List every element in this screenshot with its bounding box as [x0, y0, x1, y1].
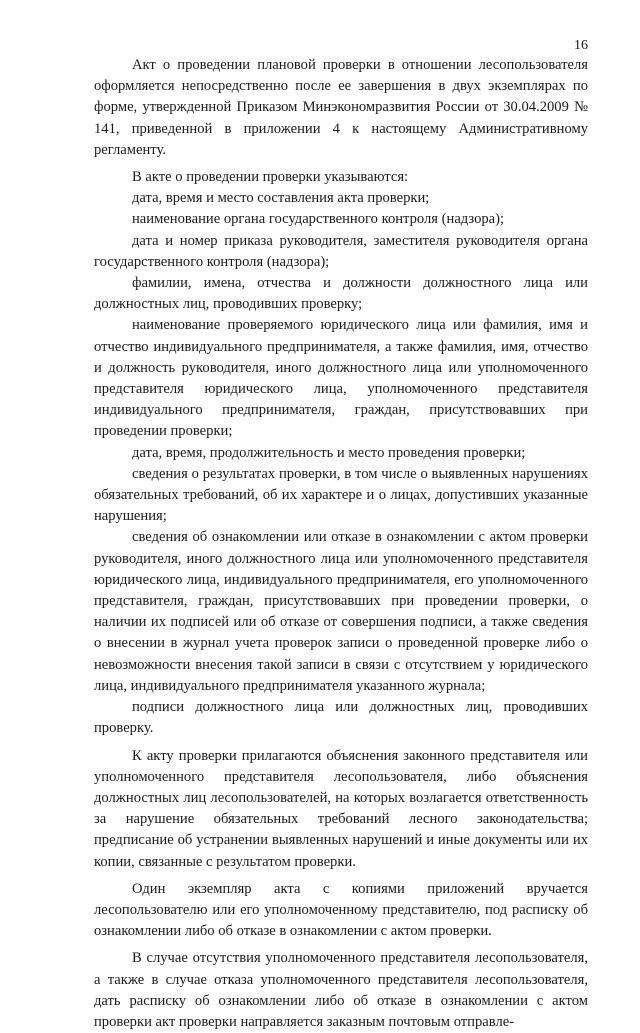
document-body: [94, 55, 588, 1033]
list-item-acquaintance: сведения об ознакомлении или отказе в ознакомлении с актом проверки руководителя, иного должностного лица или уполномоченного представителя юридического лица, индивидуального предпринимателя, его уполномоченного представителя, граждан, присутствовавших при проведении проверки, о наличии их подписей или об отказе от совершения подписи, а также сведения о внесении в журнал учета проверок записи о проведенной проверке либо о невозможности внесения такой записи в связи с отсутствием у юридического лица, индивидуального предпринимателя указанного журнала;: [94, 529, 588, 694]
paragraph-act-contents-intro: В акте о проведении проверки указываются:: [132, 169, 409, 186]
paragraph-act-form: Акт о проведении плановой проверки в отношении лесопользователя оформляется непосредственно после ее завершения в двух экземплярах по форме, утвержденной Приказом Минэкономразвития России от 30.04.2009 № 141, приведенной в приложении 4 к настоящему Административному регламенту.: [94, 57, 588, 158]
list-item-inspected-entity: наименование проверяемого юридического лица или фамилия, имя и отчество индивидуального предпринимателя, а также фамилия, имя, отчество и должность руководителя, иного должностного лица или уполномоченного представителя юридического лица, уполномоченного представителя индивидуального предпринимателя, граждан, присутствовавших при проведении проверки;: [94, 317, 588, 440]
list-item-inspection-time: дата, время, продолжительность и место проведения проверки;: [132, 444, 526, 461]
list-item-inspectors: фамилии, имена, отчества и должности должностного лица или должностных лиц, проводивших проверку;: [94, 275, 588, 313]
page-number: 16: [574, 38, 588, 53]
list-item-results: сведения о результатах проверки, в том числе о выявленных нарушениях обязательных требований, об их характере и о лицах, допустивших указанные нарушения;: [94, 465, 588, 525]
list-item-authority-name: наименование органа государственного контроля (надзора);: [132, 211, 505, 228]
paragraph-copy-delivery: Один экземпляр акта с копиями приложений вручается лесопользователю или его уполномоченному представителю, под расписку об ознакомлении либо об отказе в ознакомлении с актом проверки.: [94, 880, 588, 940]
list-item-date-place: дата, время и место составления акта проверки;: [132, 190, 430, 207]
list-item-signatures: подписи должностного лица или должностных лиц, проводивших проверку.: [94, 699, 588, 737]
list-item-order-number: дата и номер приказа руководителя, заместителя руководителя органа государственного контроля (надзора);: [94, 232, 588, 270]
paragraph-absence-case: В случае отсутствия уполномоченного представителя лесопользователя, а также в случае отказа уполномоченного представителя лесопользователя, дать расписку об ознакомлении либо об отказе в ознакомлении с актом проверки акт проверки направляется заказным почтовым отправле-: [94, 950, 588, 1030]
paragraph-attachments: К акту проверки прилагаются объяснения законного представителя или уполномоченного представителя лесопользователя, либо объяснения должностных лиц лесопользователей, на которых возлагается ответственность за нарушение обязательных требований лесного законодательства; предписание об устранении выявленных нарушений и иные документы или их копии, связанные с результатом проверки.: [94, 747, 588, 870]
